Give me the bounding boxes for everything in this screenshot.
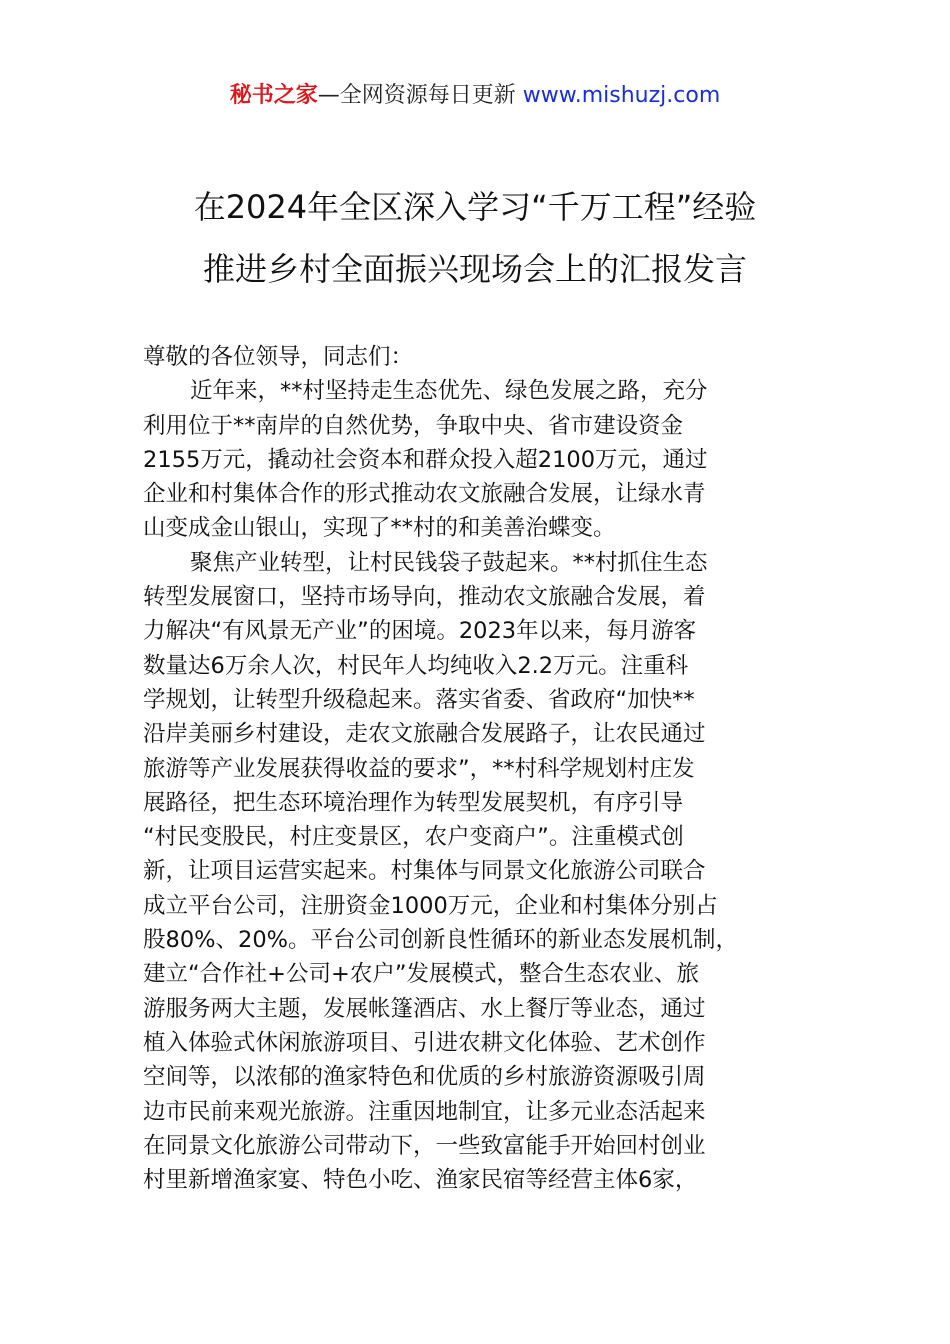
body-text-line: 力解决“有风景无产业”的困境。2023年以来，每月游客 [143, 618, 697, 645]
body-text-line: 利用位于**南岸的自然优势，争取中央、省市建设资金 [143, 412, 684, 439]
site-tagline: —全网资源每日更新 [317, 83, 523, 108]
site-header-banner [0, 80, 950, 112]
body-text-line: 股80%、20%。平台公司创新良性循环的新业态发展机制， [143, 927, 739, 954]
site-brand-name: 秘书之家 [229, 83, 318, 108]
body-text-line: 山变成金山银山，实现了**村的和美善治蝶变。 [143, 515, 616, 542]
body-text-line: 旅游等产业发展获得收益的要求”，**村科学规划村庄发 [143, 755, 695, 782]
body-text-line: 聚焦产业转型，让村民钱袋子鼓起来。**村抓住生态 [190, 549, 708, 576]
document-title [0, 176, 950, 300]
body-text-line: 新，让项目运营实起来。村集体与同景文化旅游公司联合 [143, 858, 706, 885]
body-text-line: 转型发展窗口，坚持市场导向，推动农文旅融合发展，着 [143, 584, 706, 611]
body-text-line: 沿岸美丽乡村建设，走农文旅融合发展路子，让农民通过 [143, 721, 706, 748]
site-url-link[interactable]: www.mishuzj.com [522, 83, 721, 108]
body-text-line: 学规划，让转型升级稳起来。落实省委、省政府“加快** [143, 686, 695, 713]
body-text-line: 企业和村集体合作的形式推动农文旅融合发展，让绿水青 [143, 481, 706, 508]
body-text-line: 边市民前来观光旅游。注重因地制宜，让多元业态活起来 [143, 1098, 706, 1125]
body-text-line: 近年来，**村坚持走生态优先、绿色发展之路，充分 [190, 378, 708, 405]
body-text-line: 村里新增渔家宴、特色小吃、渔家民宿等经营主体6家， [143, 1167, 698, 1194]
body-text-line: 在同景文化旅游公司带动下，一些致富能手开始回村创业 [143, 1132, 706, 1159]
body-text-line: 展路径，把生态环境治理作为转型发展契机，有序引导 [143, 789, 684, 816]
body-text-line: 游服务两大主题，发展帐篷酒店、水上餐厅等业态，通过 [143, 995, 706, 1022]
body-text-line: 成立平台公司，注册资金1000万元，企业和村集体分别占 [143, 892, 718, 919]
body-text-line: 尊敬的各位领导，同志们： [143, 344, 414, 370]
document-title-line-1: 在2024年全区深入学习“千万工程”经验 [193, 188, 757, 226]
body-text-line: 空间等，以浓郁的渔家特色和优质的乡村旅游资源吸引周 [143, 1064, 706, 1091]
document-body [143, 340, 813, 1197]
body-text-line: “村民变股民，村庄变景区，农户变商户”。注重模式创 [143, 824, 684, 851]
body-text-line: 建立“合作社+公司+农户”发展模式，整合生态农业、旅 [143, 961, 700, 988]
body-text-line: 植入体验式休闲旅游项目、引进农耕文化体验、艺术创作 [143, 1029, 706, 1056]
document-title-line-2: 推进乡村全面振兴现场会上的汇报发言 [202, 250, 747, 288]
body-text-line: 数量达6万余人次，村民年人均纯收入2.2万元。注重科 [143, 652, 689, 679]
body-text-line: 2155万元，撬动社会资本和群众投入超2100万元，通过 [143, 446, 708, 473]
